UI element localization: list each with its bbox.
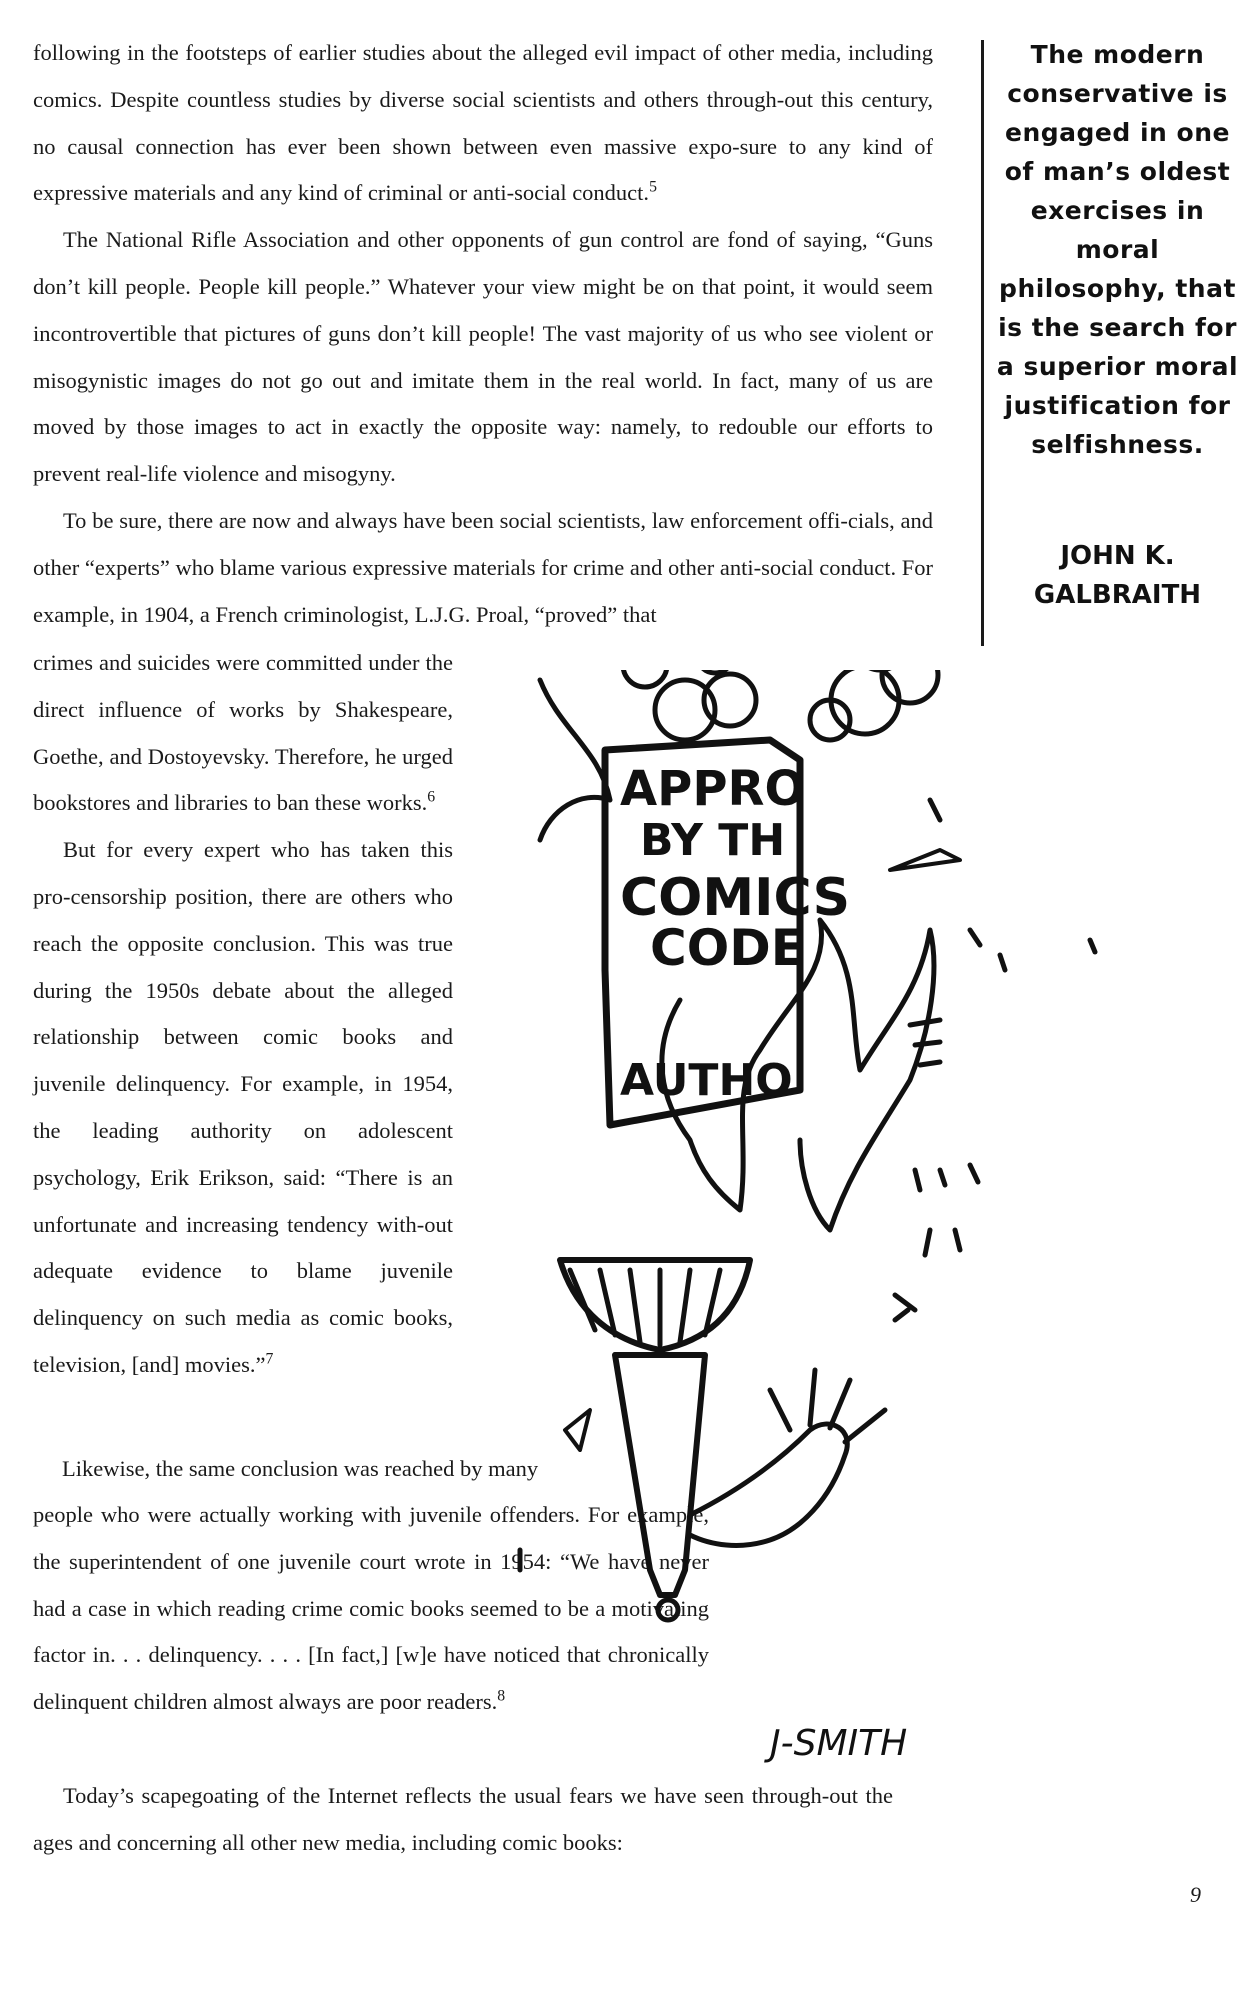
- paragraph-internet: Today’s scapegoating of the Internet reflects the usual fears we have seen through-out the ages and concerning all other new media, including comic books:: [33, 1783, 893, 1855]
- hand-icon: [690, 1424, 847, 1545]
- stamp-line-comics: COMICS: [620, 868, 851, 928]
- artist-signature: J-SMITH: [770, 1723, 908, 1764]
- footnote-ref-5: 5: [649, 178, 657, 196]
- stamp-line-authority: AUTHO: [620, 1055, 793, 1106]
- torch-handle-icon: [615, 1355, 705, 1595]
- quote-attribution: JOHN K. GALBRAITH: [1033, 541, 1202, 610]
- sidebar-rule: [981, 40, 984, 646]
- stamp-line-by-the: BY TH: [640, 815, 786, 866]
- body-text-middle: [33, 640, 453, 1389]
- footnote-ref-8: 8: [497, 1687, 506, 1705]
- comics-code-torch-illustration: [500, 670, 1240, 1850]
- stamp-line-approved: APPRO: [620, 761, 806, 817]
- page-number: 9: [1190, 1882, 1201, 1907]
- smoke-puff-icon: [623, 670, 667, 687]
- paragraph-nra: The National Rifle Association and other opponents of gun control are fond of saying, “Guns don’t kill people. People kill people.” Whatever your view might be on that point, it would seem incontrovertible that pictures of guns don’t kill people! The vast majority of us who see violent or misogynistic images do not go out and imitate them in the real world. In fact, many of us are moved by those images to act in exactly the opposite way: namely, to redouble our efforts to prevent real-life violence and misogyny.: [33, 227, 933, 487]
- paragraph-continued: following in the footsteps of earlier studies about the alleged evil impact of other media, including comics. Despite countless studies by diverse social scientists and others through-out this century, no causal connection has ever been shown between even massive expo-sure to any kind of expressive materials and any kind of criminal or anti-social conduct.$^5$: [33, 40, 933, 206]
- paragraph-proal: crimes and suicides were committed under the direct influence of works by Shakespeare, Goethe, and Dostoyevsky. Therefore, he urged bookstores and libraries to ban these works.$^6$: [33, 650, 453, 816]
- paragraph-erikson: But for every expert who has taken this pro-censorship position, there are others who reach the opposite conclusion. This was true during the 1950s debate about the alleged relationship between comic books and juvenile delinquency. For example, in 1954, the leading authority on adolescent psychology, Erik Erikson, said: “There is an unfortunate and increasing tendency with-out adequate evidence to blame juvenile delinquency on such media as comic books, television, [and] movies.”$^7$: [33, 837, 453, 1377]
- stamp-line-code: CODE: [650, 919, 805, 977]
- paragraph-likewise: people who were actually working with juvenile offenders. For example, the superintendent of one juvenile court wrote in 1954: “We have never had a case in which reading crime comic books seemed to be a motivating factor in. . . delinquency. . . . [In fact,] [w]e have noticed that chronically delinquent children almost always are poor readers.$^8$: [33, 1502, 709, 1715]
- footnote-ref-6: 6: [427, 788, 436, 806]
- footnote-ref-7: 7: [265, 1350, 274, 1368]
- pull-quote: The modern conservative is engaged in one of man’s oldest exercises in moral philosophy, that is the search for a superior moral justification for selfishness.: [996, 40, 1239, 459]
- paragraph-experts: To be sure, there are now and always have been social scientists, law enforcement offi-cials, and other “experts” who blame various expressive materials for crime and other anti-social conduct. For example, in 1904, a French criminologist, L.J.G. Proal, “proved” that: [33, 507, 933, 627]
- body-text-top: [33, 30, 933, 638]
- paragraph-likewise-first-line: Likewise, the same conclusion was reached by many: [62, 1456, 539, 1481]
